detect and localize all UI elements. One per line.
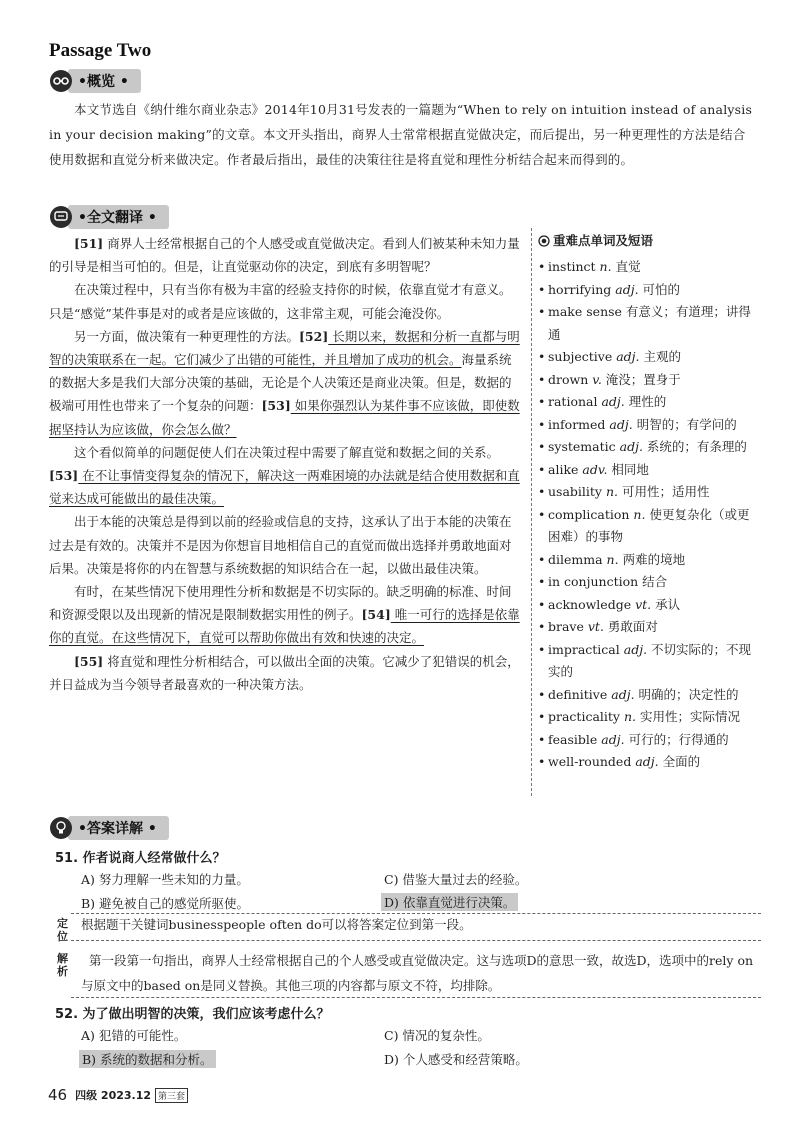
vocab-word: usability: [548, 484, 602, 499]
vocab-meaning: 全面的: [662, 754, 701, 769]
page-number: 46: [48, 1086, 68, 1104]
vocab-title-text: 重难点单词及短语: [553, 233, 654, 248]
vocab-title: [538, 230, 760, 254]
option-51-d-correct: D) 依靠直觉进行决策。: [381, 893, 518, 911]
vocab-meaning: 可怕的: [642, 281, 681, 297]
vocab-meaning: 可行的；行得通的: [628, 731, 729, 747]
page-footer: [48, 1086, 188, 1104]
section-answers-heading: [50, 815, 169, 841]
vocab-pos: n.: [605, 484, 619, 499]
vocab-item: [538, 616, 760, 639]
paragraph-text: 海量系统的数据大多是我们大部分决策的基础，无论是个人决策还是商业决策。但是，数据的极端可用性也带来了一个复杂的问题：: [49, 352, 512, 414]
issue-label: 四级 2023.12: [75, 1089, 152, 1102]
vocab-pos: adj.: [601, 731, 625, 747]
underlined-text: 如果你强烈认为某件事不应该做，即使数据坚持认为应该做，你会怎么做？: [49, 398, 520, 437]
translation-paragraph-4: [49, 441, 523, 511]
vocab-pos: adv.: [582, 461, 608, 477]
vocab-meaning: 不切实际的；不现实的: [548, 641, 752, 679]
vocab-item: [538, 391, 760, 414]
column-divider: [531, 228, 532, 796]
vocab-pos: vt.: [635, 596, 652, 612]
option-52-b-correct: B) 系统的数据和分析。: [79, 1050, 216, 1068]
section-translation-heading: [50, 204, 169, 230]
vocab-panel: [538, 230, 760, 774]
vocab-item: [538, 369, 760, 392]
vocab-pos: n.: [623, 709, 637, 724]
vocab-meaning: 两难的境地: [622, 551, 686, 567]
vocab-meaning: 有意义；有道理；讲得通: [548, 304, 751, 342]
vocab-word: dilemma: [548, 551, 603, 567]
vocab-word: subjective: [548, 349, 613, 364]
paragraph-text: 这个看似简单的问题促使人们在决策过程中需要了解直觉和数据之间的关系。: [74, 444, 500, 460]
vocab-pos: adj.: [616, 349, 640, 364]
vocab-meaning: 主观的: [643, 349, 682, 364]
vocab-pos: n.: [606, 551, 619, 567]
vocab-pos: adj.: [635, 754, 659, 769]
underlined-text: 唯一可行的选择是依靠你的直觉。在这些情况下，直觉可以帮助你做出有效和快速的决定。: [49, 607, 520, 646]
vocab-pos: adj.: [611, 686, 635, 702]
vocab-word: brave: [548, 619, 584, 634]
vocab-item: [538, 256, 760, 279]
vocab-meaning: 直觉: [615, 259, 641, 274]
vocab-item: [538, 279, 760, 302]
vocab-pos: v.: [592, 371, 602, 387]
paragraph-text: 将直觉和理性分析相结合，可以做出全面的决策。它减少了犯错误的机会，并日益成为当今领导者最喜欢的一种决策方法。: [49, 653, 520, 692]
vocab-pos: n.: [599, 259, 612, 274]
vocab-word: informed: [548, 416, 606, 432]
option-52-c: C) 情况的复杂性。: [384, 1028, 490, 1043]
vocab-pos: adj.: [615, 281, 639, 297]
vocab-item: [538, 571, 760, 594]
underlined-text: 在不让事情变得复杂的情况下，解决这一两难困境的办法就是结合使用数据和直觉来达成可能做出的最佳决策。: [49, 468, 520, 507]
glasses-icon: [50, 70, 72, 92]
analysis-tag: 解析: [57, 952, 68, 978]
divider: [71, 940, 761, 941]
paragraph-text: 商界人士经常根据自己的个人感受或直觉做决定。看到人们被某种未知力量的引导是相当可怕的。但是，让直觉驱动你的决定，到底有多明智呢？: [49, 236, 520, 275]
lightbulb-icon: [50, 817, 72, 839]
vocab-item: [538, 639, 760, 684]
vocab-item: [538, 481, 760, 504]
overview-text: 本文节选自《纳什维尔商业杂志》2014年10月31号发表的一篇题为“When to rely on intuition instead of analysis in your decision making”的文章。本文开头指出，商界人士常常根据直觉做决定，而后提出，另一种更理性的方法是结合使用数据和直觉分析来做决定。作者最后指出，最佳的决策往往是将直觉和理性分析结合起来而得到的。: [49, 102, 753, 167]
vocab-meaning: 勇敢面对: [607, 619, 658, 634]
vocab-word: alike: [548, 461, 579, 477]
vocab-item: [538, 436, 760, 459]
page-title: Passage Two: [49, 40, 152, 61]
vocab-pos: vt.: [587, 619, 604, 634]
question-52: 52. 为了做出明智的决策，我们应该考虑什么？: [55, 1007, 330, 1022]
vocab-word: complication: [548, 506, 630, 522]
vocab-item: [538, 594, 760, 617]
paragraph-text: 另一方面，做决策有一种更理性的方法。: [74, 328, 300, 344]
vocab-meaning: 明智的；有学问的: [636, 416, 737, 432]
vocab-meaning: 相同地: [611, 461, 649, 477]
translation-paragraph-2: 在决策过程中，只有当你有极为丰富的经验支持你的时候，依靠直觉才有意义。只是“感觉”某件事是对的或者是应该做的，这非常主观，可能会淹没你。: [49, 282, 512, 321]
translation-paragraph-1: [49, 232, 523, 278]
vocab-word: in conjunction: [548, 574, 639, 589]
question-ref: [53]: [261, 398, 291, 414]
divider: [71, 997, 761, 998]
translation-paragraph-7: [49, 650, 523, 696]
vocab-item: [538, 706, 760, 729]
question-ref: [55]: [74, 653, 104, 669]
vocab-item: [538, 346, 760, 369]
vocab-meaning: 理性的: [628, 394, 667, 409]
vocab-pos: adj.: [601, 394, 625, 409]
vocab-word: horrifying: [548, 281, 612, 297]
paragraph-text: 有时，在某些情况下使用理性分析和数据是不切实际的。缺乏明确的标准、时间和资源受限以及出现新的情况是限制数据实用性的例子。: [49, 584, 512, 623]
vocab-word: acknowledge: [548, 596, 632, 612]
target-icon: [538, 232, 550, 254]
question-51: 51. 作者说商人经常做什么？: [55, 851, 226, 866]
question-ref: [53]: [49, 468, 79, 484]
vocab-list: [538, 256, 760, 774]
analysis-text: 第一段第一句指出，商界人士经常根据自己的个人感受或直觉做决定。这与选项D的意思一致，故选D，选项中的rely on与原文中的based on是同义替换。其他三项的内容都与原文不符，均排除。: [81, 953, 754, 993]
vocab-word: drown: [548, 371, 589, 387]
option-52-a: A) 犯错的可能性。: [81, 1028, 187, 1043]
section-overview-heading: [50, 68, 141, 94]
vocab-item: [538, 549, 760, 572]
vocab-meaning: 系统的；有条理的: [646, 439, 747, 454]
vocab-word: rational: [548, 394, 598, 409]
question-ref: [52]: [299, 328, 329, 344]
question-ref: [54]: [361, 607, 391, 623]
option-51-b: B) 避免被自己的感觉所驱使。: [81, 896, 250, 911]
vocab-meaning: 明确的；决定性的: [638, 686, 739, 702]
chat-bubble-icon: [50, 206, 72, 228]
section-translation-label: • 全文翻译 •: [68, 205, 169, 229]
vocab-meaning: 淹没；置身于: [605, 371, 681, 387]
vocab-item: [538, 729, 760, 752]
option-52-d: D) 个人感受和经营策略。: [384, 1052, 528, 1067]
underlined-text: 长期以来，数据和分析一直都与明智的决策联系在一起。它们减少了出错的可能性，并且增加了成功的机会。: [49, 328, 520, 368]
vocab-word: instinct: [548, 259, 596, 274]
vocab-word: feasible: [548, 731, 598, 747]
locate-text: 根据题干关键词businesspeople often do可以将答案定位到第一段。: [81, 917, 472, 932]
vocab-item: [538, 684, 760, 707]
vocab-meaning: 可用性；适用性: [622, 484, 710, 499]
vocab-meaning: 使更复杂化（或更困难）的事物: [548, 506, 750, 544]
vocab-word: impractical: [548, 641, 620, 657]
vocab-item: [538, 504, 760, 549]
vocab-meaning: 承认: [655, 596, 681, 612]
vocab-word: systematic: [548, 439, 616, 454]
locate-tag: 定位: [57, 917, 68, 943]
vocab-item: [538, 301, 760, 346]
section-answers-label: • 答案详解 •: [68, 816, 169, 840]
option-51-c: C) 借鉴大量过去的经验。: [384, 872, 528, 887]
vocab-pos: adj.: [623, 641, 648, 657]
set-badge: 第三套: [155, 1088, 188, 1103]
vocab-item: [538, 459, 760, 482]
option-51-a: A) 努力理解一些未知的力量。: [81, 872, 249, 887]
vocab-word: well-rounded: [548, 754, 632, 769]
vocab-word: make sense: [548, 304, 622, 319]
vocab-pos: adj.: [609, 416, 633, 432]
vocab-word: practicality: [548, 709, 620, 724]
vocab-meaning: 实用性；实际情况: [640, 709, 741, 724]
translation-paragraph-3: [49, 325, 523, 441]
question-ref: [51]: [74, 236, 104, 251]
translation-paragraph-6: [49, 580, 523, 650]
vocab-item: [538, 751, 760, 774]
vocab-pos: adj.: [619, 439, 643, 454]
vocab-pos: n.: [633, 506, 646, 522]
translation-paragraph-5: 出于本能的决策总是得到以前的经验或信息的支持，这承认了出于本能的决策在过去是有效的。决策并不是因为你想盲目地相信自己的直觉而做出选择并勇敢地面对后果。决策是将你的内在智慧与系统数据的知识结合在一起，以做出最佳决策。: [49, 514, 512, 576]
vocab-meaning: 结合: [642, 574, 668, 589]
translation-body: [49, 232, 523, 696]
section-overview-label: • 概览 •: [68, 69, 141, 93]
vocab-word: definitive: [548, 686, 608, 702]
vocab-item: [538, 414, 760, 437]
